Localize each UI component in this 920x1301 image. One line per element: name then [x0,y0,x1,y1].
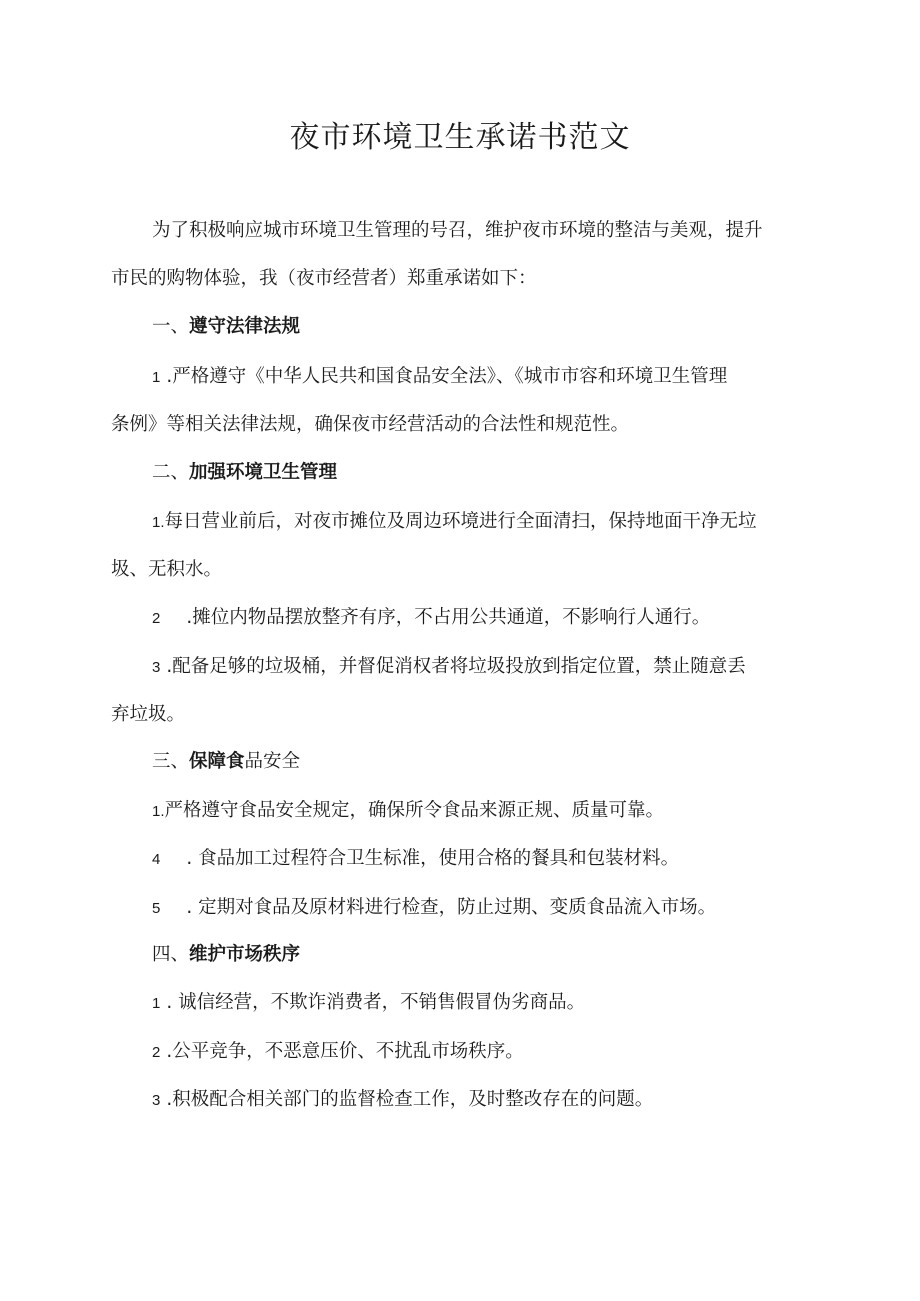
section-title: 维护市场秩序 [189,944,301,965]
item-text: .摊位内物品摆放整齐有序，不占用公共通道，不影响行人通行。 [186,607,711,628]
item-number: 1 [152,369,161,386]
intro-line-1: 为了积极响应城市环境卫生管理的号召，维护夜市环境的整洁与美观，提升 [152,220,763,241]
list-item-continuation: 弃垃圾。 [111,704,186,725]
section-heading-1 [152,313,300,341]
item-text: .公平竞争，不恶意压价、不扰乱市场秩序。 [166,1041,524,1062]
item-text: .配备足够的垃圾桶，并督促消权者将垃圾投放到指定位置，禁止随意丢 [166,656,746,677]
item-number: 5 [152,900,161,917]
intro-line-2: 市民的购物体验，我（夜市经营者）郑重承诺如下： [111,268,537,289]
section-prefix: 二、 [152,462,190,483]
section-prefix: 一、 [152,316,190,337]
section-title-rest: 品安全 [244,751,301,772]
document-title: 夜市环境卫生承诺书范文 [289,120,631,155]
list-item-continuation: 条例》等相关法律法规，确保夜市经营活动的合法性和规范性。 [111,414,630,435]
item-number: 1. [152,514,165,531]
section-heading-2 [152,459,337,487]
item-text: . 定期对食品及原材料进行检查，防止过期、变质食品流入市场。 [186,897,717,918]
list-item [152,1038,524,1067]
section-heading-4 [152,941,300,969]
list-item [152,797,664,826]
item-number: 2 [152,1044,161,1061]
list-item [152,653,746,682]
list-item [152,1086,653,1115]
section-title: 加强环境卫生管理 [189,462,338,483]
item-text: . 诚信经营，不欺诈消费者，不销售假冒伪劣商品。 [166,992,586,1013]
item-number: 3 [152,659,161,676]
item-number: 2 [152,610,161,627]
list-item [152,989,585,1018]
list-item [152,363,727,392]
section-prefix: 四、 [152,944,190,965]
list-item [152,604,710,633]
list-item [152,845,679,874]
list-item-continuation: 圾、无积水。 [111,559,223,580]
section-prefix: 三、 [152,751,190,772]
item-text: .严格遵守《中华人民共和国食品安全法》、《城市市容和环境卫生管理 [166,366,728,387]
item-number: 4 [152,851,161,868]
item-text: .积极配合相关部门的监督检查工作，及时整改存在的问题。 [166,1089,654,1110]
item-number: 3 [152,1092,161,1109]
list-item [152,894,716,923]
list-item [152,508,757,537]
item-number: 1. [152,803,165,820]
item-number: 1 [152,995,161,1012]
item-text: 严格遵守食品安全规定，确保所令食品来源正规、质量可靠。 [164,800,665,821]
item-text: 每日营业前后，对夜市摊位及周边环境进行全面清扫，保持地面干净无垃 [164,511,757,532]
section-title: 遵守法律法规 [189,316,301,337]
item-text: . 食品加工过程符合卫生标准，使用合格的餐具和包装材料。 [186,848,680,869]
section-heading-3 [152,748,300,776]
section-title: 保障食 [189,751,245,772]
